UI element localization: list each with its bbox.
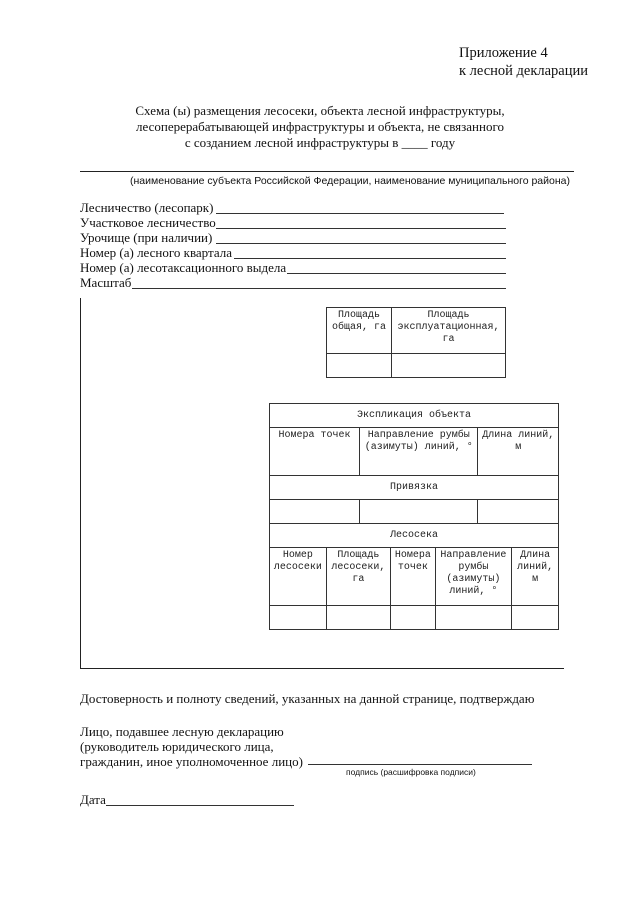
binding-points-cell[interactable] <box>270 500 360 524</box>
district-forestry-label: Участковое лесничество <box>80 215 216 230</box>
scheme-frame-left <box>80 298 81 668</box>
cutting-points-header: Номера точек <box>391 548 435 606</box>
area-table <box>326 307 506 378</box>
explication-length-header: Длина линий, м <box>478 428 559 476</box>
signer-block <box>80 724 303 769</box>
explication-title: Экспликация объекта <box>270 404 559 428</box>
scheme-frame-bottom <box>80 668 564 669</box>
quarter-label: Номер (а) лесного квартала <box>80 245 232 260</box>
scale-label: Масштаб <box>80 275 132 290</box>
explication-points-header: Номера точек <box>270 428 360 476</box>
quarter-input-line[interactable] <box>234 258 506 259</box>
cutting-title: Лесосека <box>270 524 559 548</box>
title-line-2: лесоперерабатывающей инфраструктуры и объекта, не связанного <box>136 119 504 134</box>
date-input-line[interactable] <box>106 805 294 806</box>
date-label: Дата <box>80 792 106 807</box>
area-exploitable-header: Площадь эксплуатационная, га <box>392 308 506 354</box>
appendix-line-1: Приложение 4 <box>459 45 548 61</box>
tract-input-line[interactable] <box>216 243 506 244</box>
title-line-1: Схема (ы) размещения лесосеки, объекта лесной инфраструктуры, <box>135 103 505 118</box>
cutting-number-header: Номер лесосеки <box>270 548 327 606</box>
title-line-3: с созданием лесной инфраструктуры в ____ году <box>184 135 456 150</box>
cutting-length-header: Длина линий, м <box>512 548 559 606</box>
region-caption: (наименование субъекта Российской Федерации, наименование муниципального района) <box>130 175 570 187</box>
tract-label: Урочище (при наличии) <box>80 230 213 245</box>
forestry-label: Лесничество (лесопарк) <box>80 200 214 215</box>
area-total-cell[interactable] <box>327 354 392 378</box>
quarter-field <box>80 245 232 260</box>
explication-table <box>269 403 559 630</box>
signer-line-1: Лицо, подавшее лесную декларацию <box>80 724 284 739</box>
confirmation-text: Достоверность и полноту сведений, указанных на данной странице, подтверждаю <box>80 691 535 706</box>
allotment-input-line[interactable] <box>287 273 506 274</box>
appendix-line-2: к лесной декларации <box>459 63 589 79</box>
scale-field <box>80 275 131 290</box>
area-exploitable-cell[interactable] <box>392 354 506 378</box>
binding-title: Привязка <box>270 476 559 500</box>
cutting-direction-header: Направление румбы (азимуты) линий, ° <box>435 548 512 606</box>
forestry-input-line[interactable] <box>216 213 504 214</box>
page-title <box>120 103 520 151</box>
district-forestry-field <box>80 215 216 230</box>
cutting-area-header: Площадь лесосеки, га <box>326 548 390 606</box>
allotment-field <box>80 260 286 275</box>
tract-field <box>80 230 212 245</box>
explication-direction-header: Направление румбы (азимуты) линий, ° <box>360 428 478 476</box>
area-total-header: Площадь общая, га <box>327 308 392 354</box>
cutting-direction-cell[interactable] <box>435 606 512 630</box>
forestry-field <box>80 200 213 215</box>
district-forestry-input-line[interactable] <box>216 228 506 229</box>
signature-input-line[interactable] <box>308 764 532 765</box>
cutting-points-cell[interactable] <box>391 606 435 630</box>
scale-input-line[interactable] <box>132 288 506 289</box>
binding-length-cell[interactable] <box>478 500 559 524</box>
signer-line-2: (руководитель юридического лица, <box>80 739 274 754</box>
cutting-number-cell[interactable] <box>270 606 327 630</box>
appendix-note <box>459 44 588 80</box>
binding-direction-cell[interactable] <box>360 500 478 524</box>
signature-caption: подпись (расшифровка подписи) <box>346 767 476 777</box>
region-underline <box>80 171 574 172</box>
cutting-area-cell[interactable] <box>326 606 390 630</box>
signer-line-3: гражданин, иное уполномоченное лицо) <box>80 754 303 769</box>
allotment-label: Номер (а) лесотаксационного выдела <box>80 260 287 275</box>
cutting-length-cell[interactable] <box>512 606 559 630</box>
